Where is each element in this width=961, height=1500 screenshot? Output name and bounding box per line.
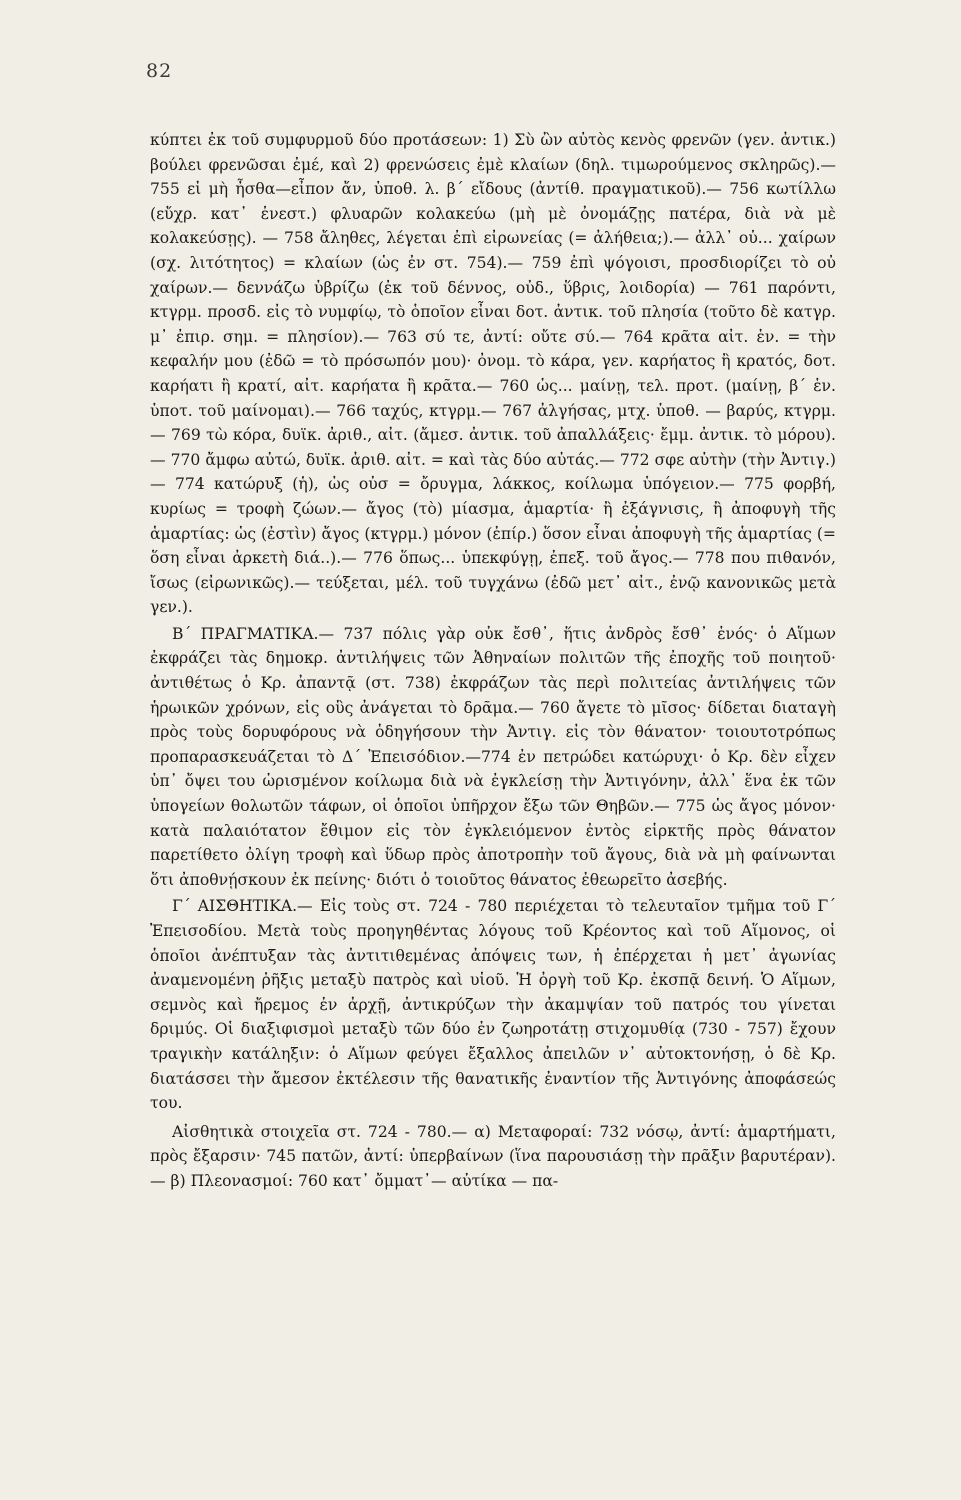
paragraph-pragmatika: Β΄ ΠΡΑΓΜΑΤΙΚΑ.— 737 πόλις γὰρ οὐκ ἔσθ᾽, ἥτις ἀνδρὸς ἔσθ᾽ ἑνός· ὁ Αἵμων ἐκφράζει τὰς δημοκρ. ἀντιλήψεις τῶν Ἀθηναίων πολιτῶν τῆς ἐποχῆς τοῦ ποιητοῦ· ἀντιθέτως ὁ Κρ. ἀπαντᾷ (στ. 738) ἐκφράζων τὰς περὶ πολιτείας ἀντιλήψεις τῶν ἡρωικῶν χρόνων, εἰς οὓς ἀνάγεται τὸ δρᾶμα.— 760 ἄγετε τὸ μῖσος· δίδεται διαταγὴ πρὸς τοὺς δορυφόρους νὰ ὁδηγήσουν τὴν Ἀντιγ. εἰς τὸν θάνατον· τοιουτοτρόπως προπαρασκευάζεται τὸ Δ΄ Ἐπεισόδιον.—774 ἐν πετρώδει κατώρυχι· ὁ Κρ. δὲν εἶχεν ὑπ᾽ ὄψει του ὡρισμένον κοίλωμα διὰ νὰ ἐγκλείσῃ τὴν Ἀντιγόνην, ἀλλ᾽ ἕνα ἐκ τῶν ὑπογείων θολωτῶν τάφων, οἱ ὁποῖοι ὑπῆρχον ἔξω τῶν Θηβῶν.— 775 ὡς ἄγος μόνον· κατὰ παλαιότατον ἔθιμον εἰς τὸν ἐγκλειόμενον ἐντὸς εἱρκτῆς πρὸς θάνατον παρετίθετο ὀλίγη τροφὴ καὶ ὕδωρ πρὸς ἀποτροπὴν τοῦ ἄγους, διὰ νὰ μὴ φαίνωνται ὅτι ἀποθνῄσκουν ἐκ πείνης· διότι ὁ τοιοῦτος θάνατος ἐθεωρεῖτο ἀσεβής. [150, 624, 836, 889]
paragraph-grammatical-notes: κύπτει ἐκ τοῦ συμφυρμοῦ δύο προτάσεων: 1) Σὺ ὢν αὐτὸς κενὸς φρενῶν (γεν. ἀντικ.) βούλει φρενῶσαι ἐμέ, καὶ 2) φρενώσεις ἐμὲ κλαίων (δηλ. τιμωρούμενος σκληρῶς).— 755 εἰ μὴ ἦσθα—εἶπον ἄν, ὑποθ. λ. β΄ εἴδους (ἀντίθ. πραγματικοῦ).— 756 κωτίλλω (εὔχρ. κατ᾽ ἐνεστ.) φλυαρῶν κολακεύω (μὴ μὲ ὀνομάζῃς πατέρα, διὰ νὰ μὲ κολακεύσῃς). — 758 ἄληθες, λέγεται ἐπὶ εἰρωνείας (= ἀλήθεια;).— ἀλλ᾽ οὐ... χαίρων (σχ. λιτότητος) = κλαίων (ὡς ἐν στ. 754).— 759 ἐπὶ ψόγοισι, προσδιορίζει τὸ οὐ χαίρων.— δεννάζω ὑβρίζω (ἐκ τοῦ δέννος, οὐδ., ὕβρις, λοιδορία) — 761 παρόντι, κτγρμ. προσδ. εἰς τὸ νυμφίῳ, τὸ ὁποῖον εἶναι δοτ. ἀντικ. τοῦ πλησία (τοῦτο δὲ κατγρ. μ᾽ ἐπιρ. σημ. = πλησίον).— 763 σύ τε, ἀντί: οὔτε σύ.— 764 κρᾶτα αἰτ. ἑν. = τὴν κεφαλήν μου (ἐδῶ = τὸ πρόσωπόν μου)· ὀνομ. τὸ κάρα, γεν. καρήατος ἢ κρατός, δοτ. καρήατι ἢ κρατί, αἰτ. καρήατα ἢ κρᾶτα.— 760 ὡς... μαίνῃ, τελ. προτ. (μαίνῃ, β΄ ἑν. ὑποτ. τοῦ μαίνομαι).— 766 ταχύς, κτγρμ.— 767 ἀλγήσας, μτχ. ὑποθ. — βαρύς, κτγρμ.— 769 τὼ κόρα, δυϊκ. ἀριθ., αἰτ. (ἄμεσ. ἀντικ. τοῦ ἀπαλλάξεις· ἔμμ. ἀντικ. τὸ μόρου).— 770 ἄμφω αὐτώ, δυϊκ. ἀριθ. αἰτ. = καὶ τὰς δύο αὐτάς.— 772 σφε αὐτὴν (τὴν Ἀντιγ.)— 774 κατώρυξ (ἡ), ὡς οὐσ = ὄρυγμα, λάκκος, κοίλωμα ὑπόγειον.— 775 φορβή, κυρίως = τροφὴ ζώων.— ἄγος (τὸ) μίασμα, ἁμαρτία· ἢ ἐξάγνισις, ἢ ἀποφυγὴ τῆς ἁμαρτίας: ὡς (ἐστὶν) ἄγος (κτγρμ.) μόνον (ἐπίρ.) ὅσον εἶναι ἀποφυγὴ τῆς ἁμαρτίας (= ὅση εἶναι ἀρκετὴ διά..).— 776 ὅπως... ὑπεκφύγῃ, ἐπεξ. τοῦ ἄγος.— 778 που πιθανόν, ἴσως (εἰρωνικῶς).— τεύξεται, μέλ. τοῦ τυγχάνω (ἐδῶ μετ᾽ αἰτ., ἐνῷ κανονικῶς μετὰ γεν.). [150, 131, 836, 617]
commentary-text [150, 128, 836, 1194]
paragraph-aesthetic-elements: Αἰσθητικὰ στοιχεῖα στ. 724 - 780.— α) Μεταφοραί: 732 νόσῳ, ἀντί: ἁμαρτήματι, πρὸς ἔξαρσιν· 745 πατῶν, ἀντί: ὑπερβαίνων (ἵνα παρουσιάσῃ τὴν πρᾶξιν βαρυτέραν). — β) Πλεονασμοί: 760 κατ᾽ ὄμματ᾽— αὐτίκα — πα- [150, 1122, 836, 1190]
paragraph-aisthitika: Γ΄ ΑΙΣΘΗΤΙΚΑ.— Εἰς τοὺς στ. 724 - 780 περιέχεται τὸ τελευταῖον τμῆμα τοῦ Γ΄ Ἐπεισοδίου. Μετὰ τοὺς προηγηθέντας λόγους τοῦ Κρέοντος καὶ τοῦ Αἵμονος, οἱ ὁποῖοι ἀνέπτυξαν τὰς ἀντιτιθεμένας ἀπόψεις των, ἡ ἐπέρχεται ἡ μετ᾽ ἀγωνίας ἀναμενομένη ῥῆξις μεταξὺ πατρὸς καὶ υἱοῦ. Ἡ ὀργὴ τοῦ Κρ. ἐκσπᾷ δεινή. Ὁ Αἵμων, σεμνὸς καὶ ἤρεμος ἐν ἀρχῇ, ἀντικρύζων τὴν ἀκαμψίαν τοῦ πατρός του γίνεται δριμύς. Οἱ διαξιφισμοὶ μεταξὺ τῶν δύο ἐν ζωηροτάτῃ στιχομυθίᾳ (730 - 757) ἔχουν τραγικὴν κατάληξιν: ὁ Αἵμων φεύγει ἔξαλλος ἀπειλῶν ν᾽ αὐτοκτονήσῃ, ὁ δὲ Κρ. διατάσσει τὴν ἄμεσον ἐκτέλεσιν τῆς θανατικῆς ἐναντίον τῆς Ἀντιγόνης ἀποφάσεώς του. [150, 897, 836, 1113]
page-number: 82 [146, 60, 173, 82]
